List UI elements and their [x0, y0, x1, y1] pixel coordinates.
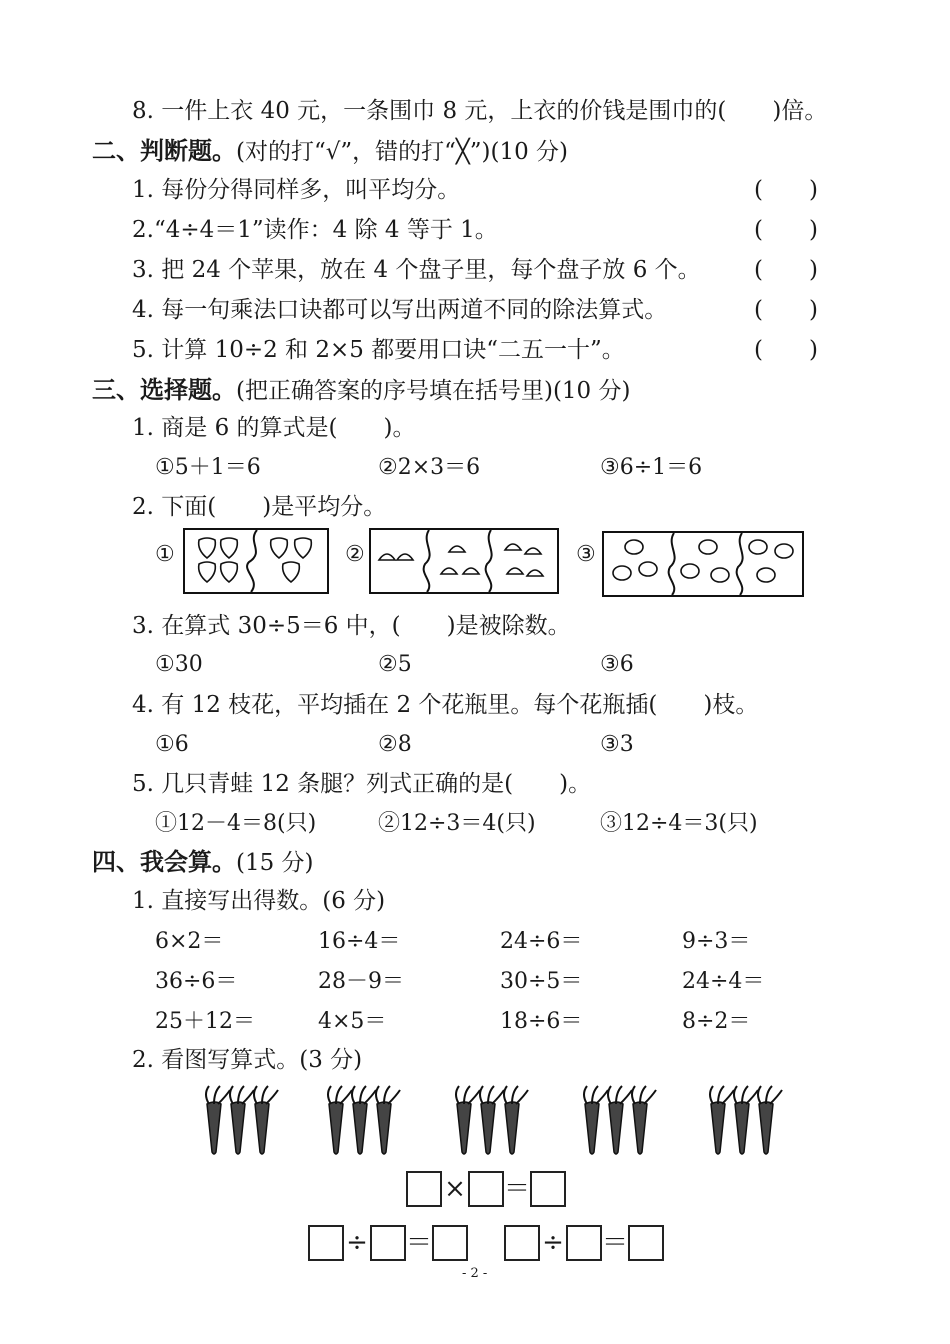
bun-picture [602, 531, 804, 597]
option-2[interactable]: ②8 [378, 732, 412, 757]
strawberry-group-icon [185, 530, 327, 592]
option-label[interactable]: ① [155, 542, 175, 567]
question-8: 8. 一件上衣 40 元，一条围巾 8 元，上衣的价钱是围巾的( )倍。 [132, 98, 828, 124]
choice-question-2: 2. 下面( )是平均分。 [132, 494, 387, 520]
choice-question-1: 1. 商是 6 的算式是( )。 [132, 415, 416, 441]
section-note: (15 分) [236, 850, 314, 876]
option-3[interactable]: ③3 [600, 732, 634, 757]
calc-item: 24÷4＝ [682, 969, 765, 994]
equals-sign: ＝ [406, 1228, 433, 1258]
option-2[interactable]: ②5 [378, 652, 412, 677]
option-3[interactable]: ③6÷1＝6 [600, 455, 703, 480]
judge-item-1: 1. 每份分得同样多，叫平均分。 [132, 177, 461, 203]
option-2[interactable]: ②12÷3＝4(只) [378, 811, 536, 836]
calc-item: 28－9＝ [318, 969, 404, 994]
mushroom-group-icon [371, 530, 557, 592]
times-sign: × [444, 1174, 466, 1204]
calc-item: 25＋12＝ [155, 1009, 255, 1034]
answer-box[interactable] [432, 1225, 468, 1261]
judge-item-3: 3. 把 24 个苹果，放在 4 个盘子里，每个盘子放 6 个。 [132, 257, 701, 283]
equals-sign: ＝ [602, 1228, 629, 1258]
option-1[interactable]: ①30 [155, 652, 203, 677]
judge-item-5: 5. 计算 10÷2 和 2×5 都要用口诀“二五一十”。 [132, 337, 625, 363]
calc-item: 18÷6＝ [500, 1009, 583, 1034]
page-number: - 2 - [462, 1266, 488, 1281]
answer-blank[interactable]: ( ) [754, 177, 818, 203]
divide-sign: ÷ [346, 1228, 368, 1258]
answer-box[interactable] [308, 1225, 344, 1261]
calc-item: 4×5＝ [318, 1009, 387, 1034]
answer-blank[interactable]: ( ) [754, 297, 818, 323]
calc-item: 6×2＝ [155, 929, 224, 954]
judge-item-2: 2.“4÷4＝1”读作：4 除 4 等于 1。 [132, 217, 498, 243]
bun-group-icon [604, 533, 802, 595]
judge-item-4: 4. 每一句乘法口诀都可以写出两道不同的除法算式。 [132, 297, 668, 323]
answer-box[interactable] [530, 1171, 566, 1207]
mushroom-picture [369, 528, 559, 594]
division-equation-1 [308, 1224, 468, 1261]
divide-sign: ÷ [542, 1228, 564, 1258]
answer-box[interactable] [566, 1225, 602, 1261]
calc-item: 24÷6＝ [500, 929, 583, 954]
answer-box[interactable] [370, 1225, 406, 1261]
calc-item: 8÷2＝ [682, 1009, 751, 1034]
answer-box[interactable] [468, 1171, 504, 1207]
radish-groups-icon [195, 1084, 795, 1156]
answer-blank[interactable]: ( ) [754, 337, 818, 363]
option-3[interactable]: ③12÷4＝3(只) [600, 811, 758, 836]
section-title: 二、判断题。 [92, 137, 236, 165]
option-1[interactable]: ①12－4＝8(只) [155, 811, 317, 836]
option-3[interactable]: ③6 [600, 652, 634, 677]
strawberry-picture [183, 528, 329, 594]
calc-item: 9÷3＝ [682, 929, 751, 954]
section-note: (对的打“√”，错的打“╳”)(10 分) [236, 139, 569, 165]
radish-picture [195, 1084, 795, 1156]
section-title: 三、选择题。 [92, 376, 236, 404]
choice-question-5: 5. 几只青蛙 12 条腿？列式正确的是( )。 [132, 771, 592, 797]
option-label[interactable]: ③ [576, 542, 596, 567]
answer-box[interactable] [504, 1225, 540, 1261]
answer-blank[interactable]: ( ) [754, 257, 818, 283]
calc-item: 16÷4＝ [318, 929, 401, 954]
option-label[interactable]: ② [345, 542, 365, 567]
section-3-heading [92, 376, 630, 405]
subquestion-1: 1. 直接写出得数。(6 分) [132, 888, 386, 914]
option-1[interactable]: ①5＋1＝6 [155, 455, 261, 480]
option-1[interactable]: ①6 [155, 732, 189, 757]
multiplication-equation [406, 1170, 566, 1207]
division-equation-2 [504, 1224, 664, 1261]
choice-question-4: 4. 有 12 枝花，平均插在 2 个花瓶里。每个花瓶插( )枝。 [132, 692, 759, 718]
equals-sign: ＝ [504, 1174, 531, 1204]
calc-item: 36÷6＝ [155, 969, 238, 994]
subquestion-2: 2. 看图写算式。(3 分) [132, 1047, 363, 1073]
calc-item: 30÷5＝ [500, 969, 583, 994]
answer-box[interactable] [628, 1225, 664, 1261]
answer-box[interactable] [406, 1171, 442, 1207]
option-2[interactable]: ②2×3＝6 [378, 455, 481, 480]
section-note: (把正确答案的序号填在括号里)(10 分) [236, 378, 631, 404]
section-4-heading [92, 848, 314, 877]
section-2-heading [92, 137, 568, 166]
section-title: 四、我会算。 [92, 848, 236, 876]
choice-question-3: 3. 在算式 30÷5＝6 中，( )是被除数。 [132, 613, 571, 639]
answer-blank[interactable]: ( ) [754, 217, 818, 243]
